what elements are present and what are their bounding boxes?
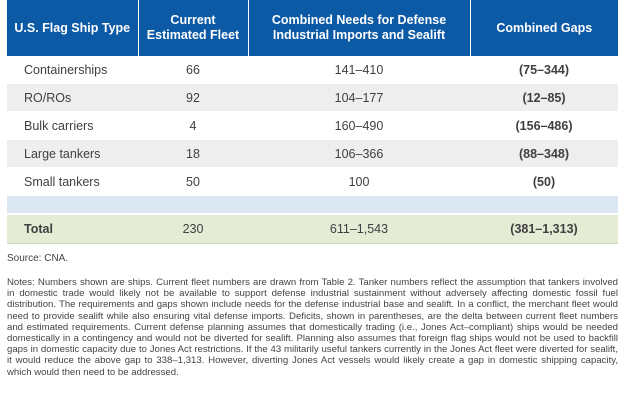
table-row bbox=[7, 84, 618, 112]
header-combined-gaps: Combined Gaps bbox=[470, 0, 618, 56]
table-spacer-row bbox=[7, 196, 618, 215]
fleet-gaps-table bbox=[7, 0, 618, 244]
cell-gaps: (88–348) bbox=[470, 140, 618, 168]
cell-ship-type: Large tankers bbox=[7, 140, 138, 168]
cell-needs: 160–490 bbox=[248, 112, 470, 140]
cell-gaps: (156–486) bbox=[470, 112, 618, 140]
table-row bbox=[7, 112, 618, 140]
total-label: Total bbox=[7, 214, 138, 244]
header-combined-needs: Combined Needs for Defense Industrial Imports and Sealift bbox=[248, 0, 470, 56]
cell-gaps: (12–85) bbox=[470, 84, 618, 112]
cell-ship-type: Small tankers bbox=[7, 168, 138, 196]
header-current-fleet: Current Estimated Fleet bbox=[138, 0, 248, 56]
table-total-row bbox=[7, 214, 618, 244]
table-row bbox=[7, 168, 618, 196]
cell-fleet: 50 bbox=[138, 168, 248, 196]
table-row bbox=[7, 140, 618, 168]
cell-ship-type: Containerships bbox=[7, 56, 138, 84]
cell-fleet: 4 bbox=[138, 112, 248, 140]
cell-gaps: (75–344) bbox=[470, 56, 618, 84]
cell-fleet: 66 bbox=[138, 56, 248, 84]
header-ship-type: U.S. Flag Ship Type bbox=[7, 0, 138, 56]
cell-needs: 104–177 bbox=[248, 84, 470, 112]
cell-ship-type: Bulk carriers bbox=[7, 112, 138, 140]
cell-fleet: 18 bbox=[138, 140, 248, 168]
table-header-row bbox=[7, 0, 618, 56]
table-row bbox=[7, 56, 618, 84]
cell-gaps: (50) bbox=[470, 168, 618, 196]
source-note: Source: CNA. bbox=[7, 253, 69, 264]
cell-needs: 100 bbox=[248, 168, 470, 196]
total-gaps: (381–1,313) bbox=[470, 214, 618, 244]
cell-needs: 106–366 bbox=[248, 140, 470, 168]
table-notes: Notes: Numbers shown are ships. Current fleet numbers are drawn from Table 2. Tanker numbers reflect the assumption that tankers involved in domestic trade would likely not be available to support defense industrial sustainment without adversely affecting domestic fossil fuel distribution. The requirements and gaps shown include needs for the defense industrial base and sealift. In a conflict, the merchant fleet would need to provide sealift while also ensuring vital defense imports. Deficits, shown in parentheses, are the delta between current fleet numbers and estimated requirements. Current defense planning assumes that domestically trading (i.e., Jones Act–compliant) ships would be needed domestically in a contingency and would not be diverted for sealift. Planning also assumes that foreign flag ships would not be used to backfill gaps in domestic capacity due to Jones Act restrictions. If the 43 militarily useful tankers currently in the Jones Act fleet were diverted for sealift, it would reduce the above gap to 338–1,313. However, diverting Jones Act vessels would likely create a gap in domestic shipping capacity, which would then need to be addressed. bbox=[7, 277, 618, 378]
cell-ship-type: RO/ROs bbox=[7, 84, 138, 112]
cell-fleet: 92 bbox=[138, 84, 248, 112]
total-fleet: 230 bbox=[138, 214, 248, 244]
total-needs: 611–1,543 bbox=[248, 214, 470, 244]
cell-needs: 141–410 bbox=[248, 56, 470, 84]
